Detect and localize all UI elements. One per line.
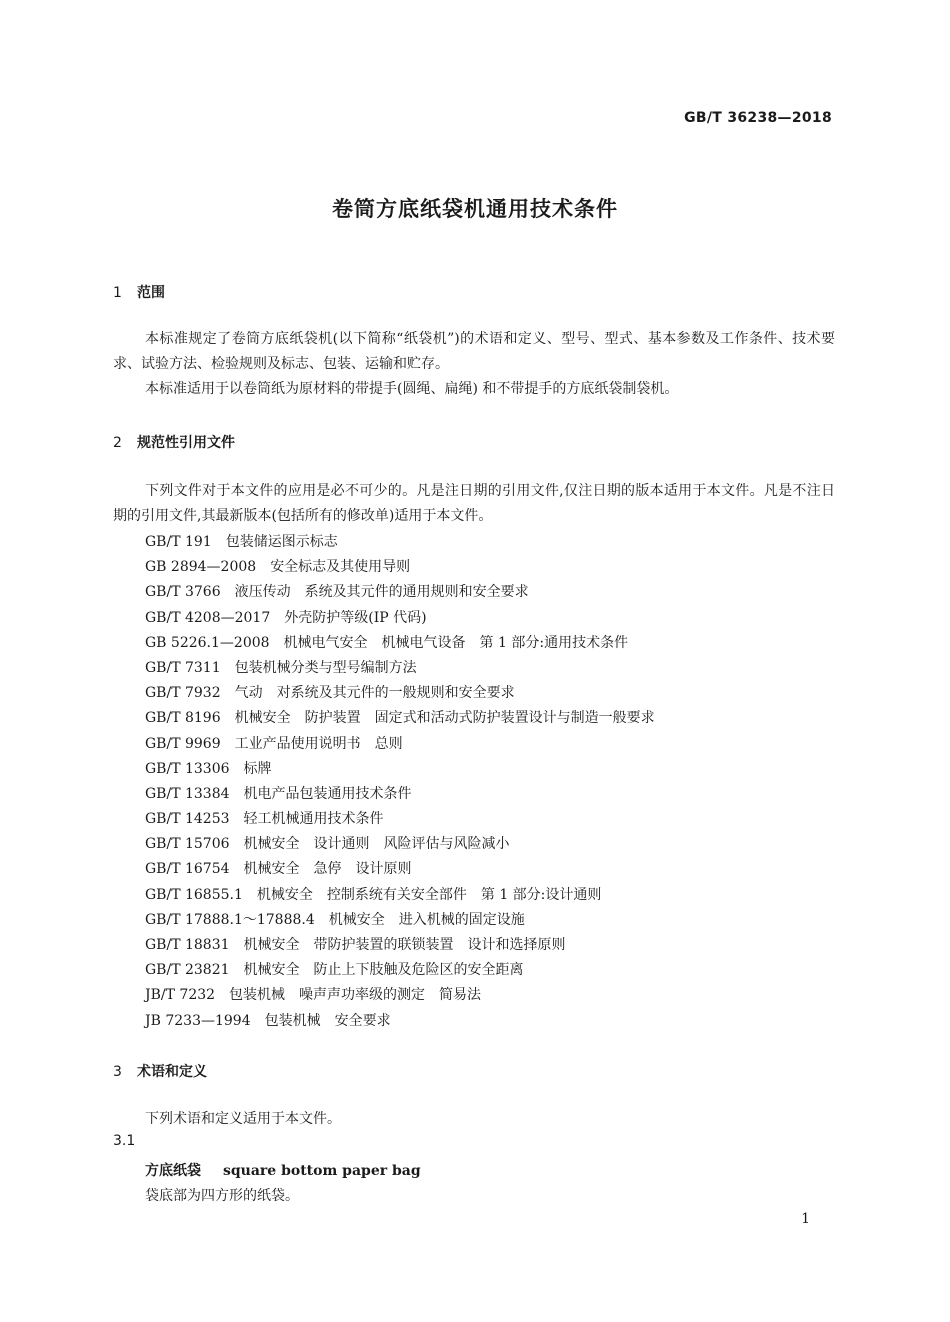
reference-code: GB/T 14253 — [145, 811, 230, 828]
list-item — [145, 1009, 655, 1034]
reference-code: JB/T 7232 — [145, 987, 216, 1004]
reference-title: 安全标志及其使用导则 — [270, 559, 411, 576]
reference-title: 包装机械 安全要求 — [264, 1012, 391, 1029]
reference-title: 轻工机械通用技术条件 — [243, 811, 384, 828]
reference-list — [145, 530, 655, 1034]
scope-paragraph-1: 本标准规定了卷筒方底纸袋机(以下简称“纸袋机”)的术语和定义、型号、型式、基本参数及工作条件、技术要求、试验方法、检验规则及标志、包装、运输和贮存。 — [113, 331, 835, 372]
list-item — [145, 757, 655, 782]
references-intro: 下列文件对于本文件的应用是必不可少的。凡是注日期的引用文件,仅注日期的版本适用于本文件。凡是不注日期的引用文件,其最新版本(包括所有的修改单)适用于本文件。 — [113, 483, 835, 524]
reference-title: 液压传动 系统及其元件的通用规则和安全要求 — [234, 584, 529, 601]
reference-title: 包装储运图示标志 — [225, 534, 338, 550]
list-item — [145, 908, 655, 933]
reference-title: 机械安全 进入机械的固定设施 — [328, 911, 525, 928]
scope-paragraph-2: 本标准适用于以卷筒纸为原材料的带提手(圆绳、扁绳) 和不带提手的方底纸袋制袋机。 — [145, 381, 679, 397]
reference-code: GB 5226.1—2008 — [145, 634, 270, 651]
reference-code: GB/T 191 — [145, 534, 212, 550]
list-item — [145, 706, 655, 731]
reference-code: GB/T 13306 — [145, 760, 230, 777]
term-definition: 袋底部为四方形的纸袋。 — [145, 1188, 299, 1204]
section-heading-scope — [113, 282, 165, 302]
reference-code: GB/T 7932 — [145, 685, 221, 702]
list-item — [145, 530, 655, 555]
list-item — [145, 857, 655, 882]
list-item — [145, 631, 655, 656]
reference-title: 机电产品包装通用技术条件 — [243, 785, 412, 802]
section-heading-references — [113, 432, 235, 452]
list-item — [145, 732, 655, 757]
list-item — [145, 958, 655, 983]
reference-title: 气动 对系统及其元件的一般规则和安全要求 — [234, 685, 515, 702]
list-item — [145, 933, 655, 958]
term-entry — [145, 1160, 421, 1180]
reference-code: GB/T 23821 — [145, 962, 230, 979]
reference-code: GB/T 3766 — [145, 584, 221, 601]
list-item — [145, 807, 655, 832]
reference-code: GB/T 13384 — [145, 785, 230, 802]
terms-intro: 下列术语和定义适用于本文件。 — [145, 1111, 341, 1127]
reference-title: 机械安全 控制系统有关安全部件 第 1 部分:设计通则 — [256, 886, 602, 903]
term-chinese: 方底纸袋 — [145, 1163, 201, 1179]
reference-title: 外壳防护等级(IP 代码) — [284, 609, 427, 626]
reference-title: 机械安全 带防护装置的联锁装置 设计和选择原则 — [243, 937, 566, 953]
list-item — [145, 580, 655, 605]
reference-code: GB/T 7311 — [145, 659, 221, 676]
list-item — [145, 782, 655, 807]
reference-title: 机械安全 设计通则 风险评估与风险减小 — [243, 836, 510, 853]
reference-title: 包装机械分类与型号编制方法 — [234, 659, 417, 676]
reference-code: GB/T 18831 — [145, 937, 230, 953]
reference-code: GB 2894—2008 — [145, 559, 257, 576]
reference-title: 工业产品使用说明书 总则 — [234, 735, 403, 752]
standard-code: GB/T 36238—2018 — [684, 110, 832, 126]
clause-number: 3.1 — [113, 1133, 136, 1149]
reference-code: GB/T 9969 — [145, 735, 221, 752]
term-english: square bottom paper bag — [223, 1163, 421, 1179]
page-number: 1 — [801, 1211, 810, 1227]
section-heading-terms — [113, 1061, 207, 1081]
reference-code: GB/T 4208—2017 — [145, 609, 271, 626]
list-item — [145, 883, 655, 908]
list-item — [145, 555, 655, 580]
reference-title: 机械电气安全 机械电气设备 第 1 部分:通用技术条件 — [283, 634, 629, 651]
section-title: 范围 — [137, 285, 165, 301]
reference-title: 机械安全 防止上下肢触及危险区的安全距离 — [243, 962, 524, 979]
reference-title: 机械安全 急停 设计原则 — [243, 861, 412, 878]
list-item — [145, 656, 655, 681]
reference-code: JB 7233—1994 — [145, 1012, 251, 1029]
section-number: 1 — [113, 285, 122, 301]
reference-code: GB/T 15706 — [145, 836, 230, 853]
reference-title: 机械安全 防护装置 固定式和活动式防护装置设计与制造一般要求 — [234, 710, 655, 727]
list-item — [145, 606, 655, 631]
section-number: 2 — [113, 435, 122, 451]
section-title: 规范性引用文件 — [137, 435, 235, 451]
reference-title: 标牌 — [243, 760, 272, 777]
list-item — [145, 983, 655, 1008]
document-title: 卷筒方底纸袋机通用技术条件 — [332, 197, 618, 221]
reference-code: GB/T 17888.1～17888.4 — [145, 911, 315, 928]
list-item — [145, 681, 655, 706]
section-title: 术语和定义 — [137, 1064, 207, 1080]
reference-code: GB/T 16855.1 — [145, 886, 243, 903]
section-number: 3 — [113, 1064, 122, 1080]
reference-code: GB/T 16754 — [145, 861, 230, 878]
reference-title: 包装机械 噪声声功率级的测定 简易法 — [229, 987, 482, 1004]
list-item — [145, 832, 655, 857]
reference-code: GB/T 8196 — [145, 710, 221, 727]
